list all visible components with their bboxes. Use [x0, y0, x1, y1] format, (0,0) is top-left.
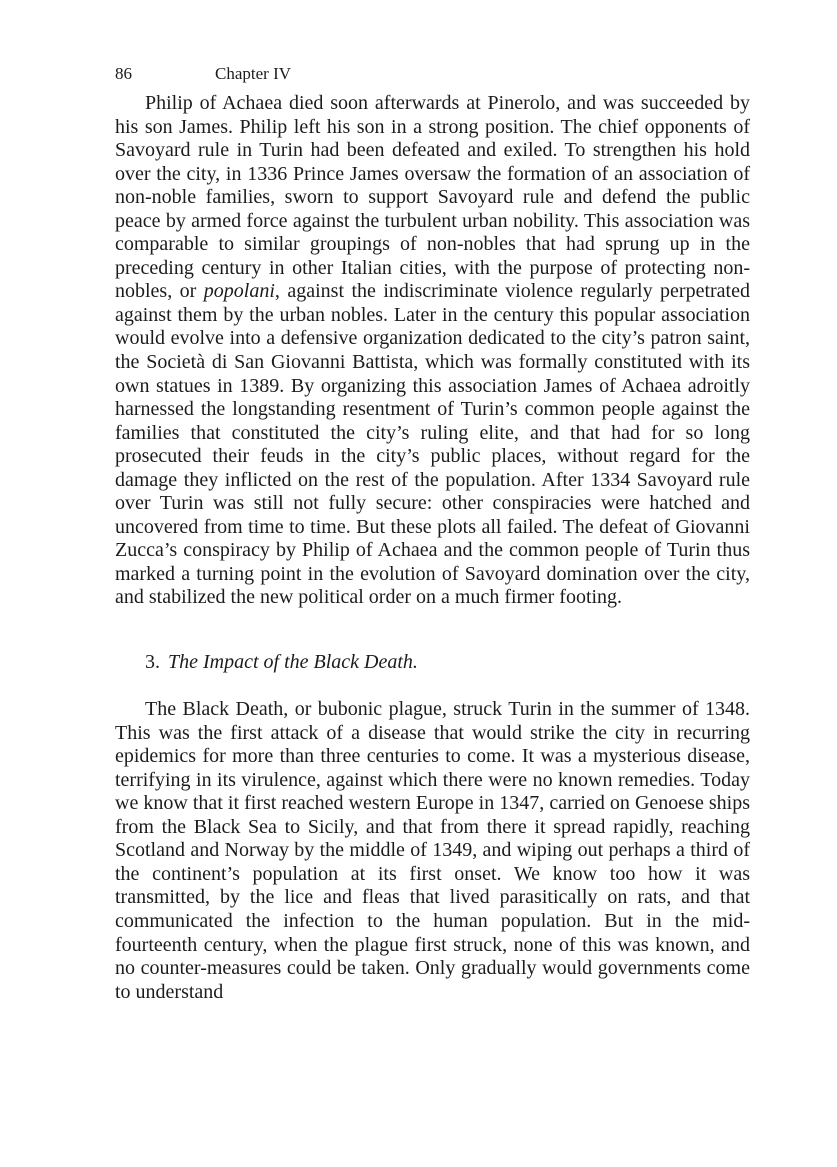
paragraph-text: Philip of Achaea died soon afterwards at Pinerolo, and was succeeded by his son James. Philip left his son in a strong position. The chief opponents of Savoyard rule in Turin had been defeated and exiled. To strengthen his hold over the city, in 1336 Prince James oversaw the formation of an association of non-noble families, sworn to support Savoyard rule and defend the public peace by armed force against the turbulent urban nobility. This association was comparable to similar groupings of non-nobles that had sprung up in the preceding century in other Italian cities, with the purpose of protecting non-nobles, or [115, 92, 750, 303]
page-number: 86 [115, 64, 132, 83]
body-paragraph: The Black Death, or bubonic plague, struck Turin in the summer of 1348. This was the first attack of a disease that would strike the city in recurring epidemics for more than three centuries to come. It was a mysterious disease, terrifying in its virulence, against which there were no known remedies. Today we know that it first reached western Europe in 1347, carried on Genoese ships from the Black Sea to Sicily, and that from there it spread rapidly, reaching Scotland and Norway by the middle of 1349, and wiping out perhaps a third of the continent’s population at its first onset. We know too how it was transmitted, by the lice and fleas that lived parasitically on rats, and that communicated the infection to the human population. But in the mid-fourteenth century, when the plague first struck, none of this was known, and no counter-measures could be taken. Only gradually would governments come to understand [115, 698, 750, 1003]
section-heading [115, 650, 750, 674]
italic-term: popolani [203, 280, 275, 303]
chapter-label: Chapter IV [215, 64, 292, 83]
running-head [115, 62, 750, 92]
book-page [115, 62, 750, 1004]
paragraph-text: , against the indiscriminate violence regularly perpetrated against them by the urban nobles. Later in the century this popular association would evolve into a defensive organization dedicated to the city’s patron saint, the Società di San Giovanni Battista, which was formally constituted with its own statues in 1389. By organizing this association James of Achaea adroitly harnessed the longstanding resentment of Turin’s common people against the families that constituted the city’s ruling elite, and that had for so long prosecuted their feuds in the city’s public places, without regard for the damage they inflicted on the rest of the population. After 1334 Savoyard rule over Turin was still not fully secure: other conspiracies were hatched and uncovered from time to time. But these plots all failed. The defeat of Giovanni Zucca’s conspiracy by Philip of Achaea and the common people of Turin thus marked a turning point in the evolution of Savoyard domination over the city, and stabilized the new political order on a much firmer footing. [115, 280, 750, 609]
section-title: The Impact of the Black Death. [168, 651, 418, 674]
body-paragraph [115, 92, 750, 610]
section-number: 3. [145, 651, 160, 674]
